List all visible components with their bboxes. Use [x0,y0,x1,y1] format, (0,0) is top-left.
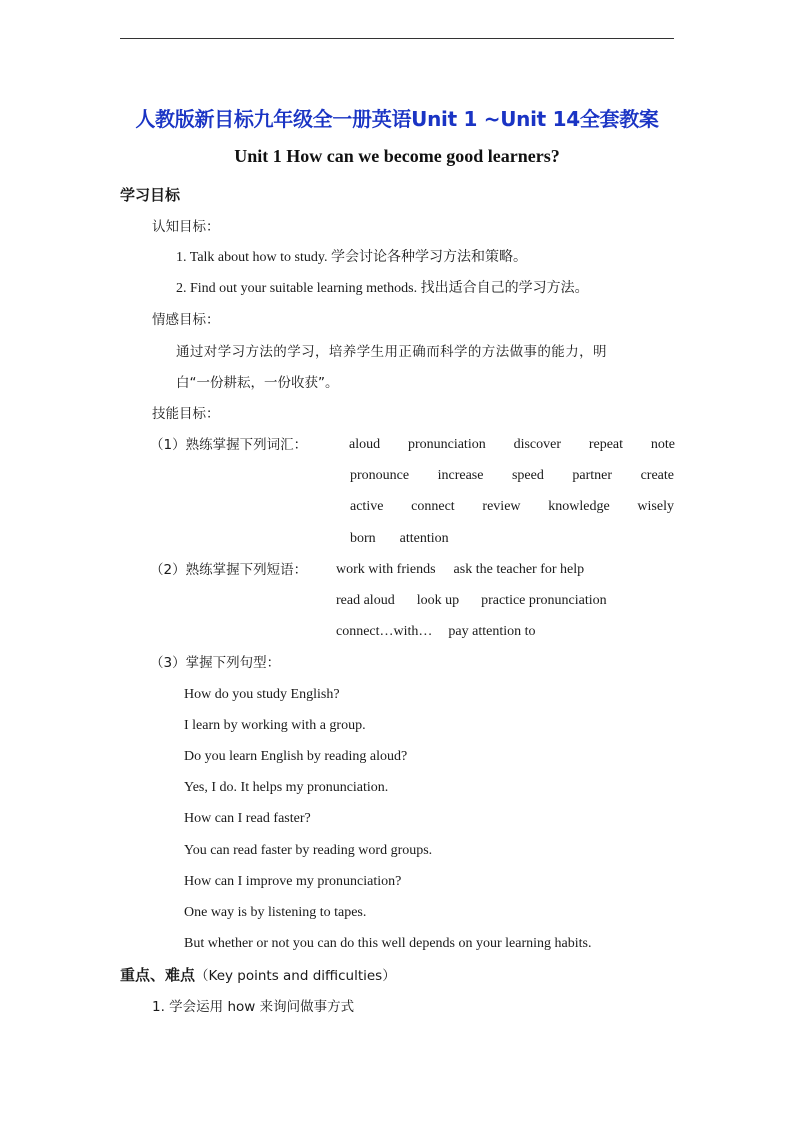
phrase-label: （2）熟练掌握下列短语： [150,562,308,578]
vocab-word: repeat [588,437,624,452]
phrase-row-3 [336,623,536,641]
phrase-item: look up [416,593,460,608]
vocab-word: aloud [349,437,381,452]
key-points-heading-rest: （Key points and difficulties） [195,968,396,984]
phrase-item: practice pronunciation [481,593,607,608]
vocab-word: attention [399,531,449,546]
sentence-item: Yes, I do. It helps my pronunciation. [184,780,389,795]
vocab-word: partner [572,468,613,483]
sentence-item: How do you study English? [184,687,340,702]
vocab-word: increase [437,468,484,483]
phrase-row-1 [336,561,584,579]
vocab-word: note [650,437,675,452]
vocab-row-2 [350,467,674,485]
phrase-item: ask the teacher for help [453,562,585,577]
emotion-line-2: 白“一份耕耘，一份收获”。 [176,375,339,391]
emotion-heading: 情感目标： [152,312,220,328]
sentence-item: Do you learn English by reading aloud? [184,749,408,764]
sentence-item: How can I improve my pronunciation? [184,874,402,889]
vocab-word: knowledge [548,499,610,514]
vocab-row-3 [350,498,674,516]
sentence-label: （3）掌握下列句型： [150,655,281,671]
sentence-item: How can I read faster? [184,811,311,826]
phrase-item: read aloud [336,593,395,608]
phrase-row-2 [336,592,607,610]
vocab-word: pronounce [350,468,410,483]
vocab-word: review [482,499,521,514]
vocab-word: create [640,468,674,483]
vocab-word: active [350,499,384,514]
vocab-word: wisely [637,499,674,514]
vocab-row-4 [350,530,674,548]
vocab-word: connect [411,499,455,514]
section-heading-objectives: 学习目标 [120,186,181,204]
vocab-word: born [350,531,376,546]
vocab-row-1 [349,436,675,454]
cognitive-item-1: 1. Talk about how to study. 学会讨论各种学习方法和策略。 [176,250,527,265]
emotion-line-1: 通过对学习方法的学习，培养学生用正确而科学的方法做事的能力，明 [176,344,607,360]
sentence-item: One way is by listening to tapes. [184,905,367,920]
phrase-item: pay attention to [448,624,536,639]
sentence-item: But whether or not you can do this well depends on your learning habits. [184,936,592,951]
section-heading-key-points [120,966,396,986]
vocab-word: speed [511,468,544,483]
key-point-item-1: 1. 学会运用 how 来询问做事方式 [152,999,355,1015]
cognitive-item-2: 2. Find out your suitable learning methods. 找出适合自己的学习方法。 [176,281,589,296]
phrase-item: work with friends [336,562,436,577]
cognitive-heading: 认知目标： [152,219,220,235]
unit-subtitle: Unit 1 How can we become good learners? [234,146,560,166]
document-title: 人教版新目标九年级全一册英语Unit 1 ~Unit 14全套教案 [135,107,659,131]
sentence-item: You can read faster by reading word groups. [184,843,433,858]
key-points-heading-bold: 重点、难点 [120,966,196,984]
phrase-item: connect…with… [336,624,433,639]
vocab-label: （1）熟练掌握下列词汇： [150,437,308,453]
vocab-word: pronunciation [407,437,486,452]
vocab-word: discover [513,437,561,452]
skill-heading: 技能目标： [152,406,220,422]
header-rule [120,38,674,39]
sentence-item: I learn by working with a group. [184,718,366,733]
